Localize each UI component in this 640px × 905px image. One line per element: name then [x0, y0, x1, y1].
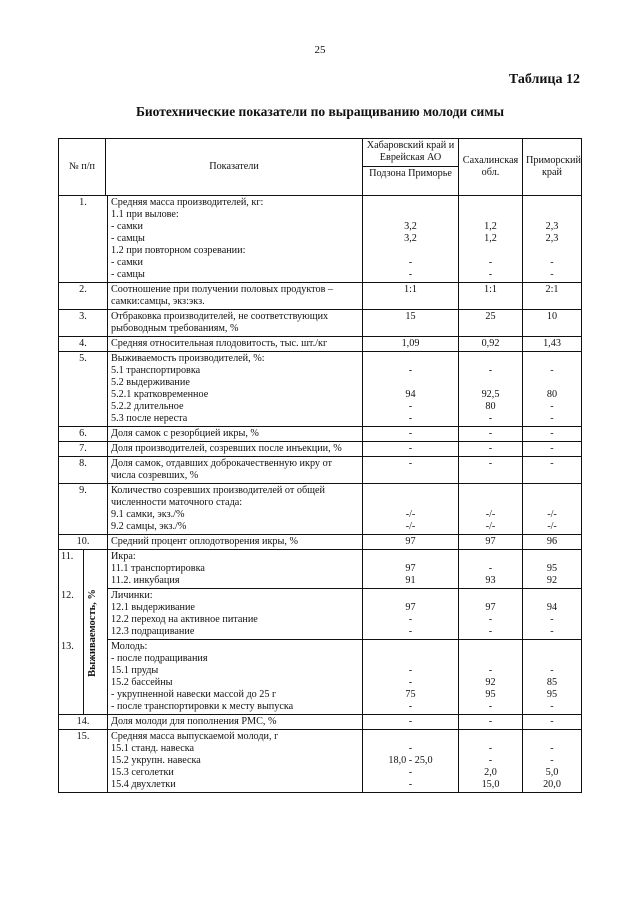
value-sakhalin: - 92,5 80 -: [459, 352, 523, 427]
value-khabarovsk: 1:1: [363, 283, 459, 310]
value-primorye: 2,3 2,3 - -: [523, 196, 582, 283]
indicator-cell: Молодь: - после подращивания 15.1 пруды 15.2 бассейны - укрупненной навески массой до 25 г - после транспортировки к месту выпуска: [108, 640, 363, 715]
row-number: 1.: [59, 196, 108, 283]
value-sakhalin: 1:1: [459, 283, 523, 310]
value-sakhalin: 0,92: [459, 337, 523, 352]
value-khabarovsk: 15: [363, 310, 459, 337]
value-primorye: 10: [523, 310, 582, 337]
row-number: 9.: [59, 484, 108, 535]
indicators-table: [58, 138, 582, 793]
value-sakhalin: - - 2,0 15,0: [459, 730, 523, 793]
value-primorye: 2:1: [523, 283, 582, 310]
value-khabarovsk: -: [363, 427, 459, 442]
indicator-cell: Средний процент оплодотворения икры, %: [108, 535, 363, 550]
value-khabarovsk: -/- -/-: [363, 484, 459, 535]
indicator-cell: Доля молоди для пополнения РМС, %: [108, 715, 363, 730]
value-primorye: 95 92: [523, 550, 582, 589]
value-sakhalin: - 92 95 -: [459, 640, 523, 715]
indicator-cell: Отбраковка производителей, не соответствующих рыбоводным требованиям, %: [108, 310, 363, 337]
value-primorye: 1,43: [523, 337, 582, 352]
value-khabarovsk: 1,09: [363, 337, 459, 352]
table-row: [59, 535, 582, 550]
indicator-cell: Доля самок с резорбцией икры, %: [108, 427, 363, 442]
table-row: [59, 337, 582, 352]
value-primorye: - 85 95 -: [523, 640, 582, 715]
value-khabarovsk: -: [363, 715, 459, 730]
page-number: 25: [314, 44, 326, 56]
value-sakhalin: - 93: [459, 550, 523, 589]
table-row: [59, 196, 582, 283]
header-primorye: Приморский край: [523, 139, 582, 196]
value-khabarovsk: - 94 - -: [363, 352, 459, 427]
indicator-cell: Количество созревших производителей от общей численности маточного стада: 9.1 самки, экз./% 9.2 самцы, экз./%: [108, 484, 363, 535]
table-row: [59, 640, 582, 715]
document-title: Биотехнические показатели по выращиванию молоди симы: [135, 104, 505, 119]
indicator-cell: Доля производителей, созревших после инъекции, %: [108, 442, 363, 457]
table-row: [59, 310, 582, 337]
table-header-row: [59, 139, 582, 196]
value-sakhalin: -/- -/-: [459, 484, 523, 535]
header-sakhalin: Сахалинская обл.: [459, 139, 523, 196]
value-sakhalin: -: [459, 427, 523, 442]
survival-side-label: Выживаемость, %: [87, 588, 98, 677]
value-khabarovsk: 3,2 3,2 - -: [363, 196, 459, 283]
table-row: [59, 457, 582, 484]
value-primorye: -: [523, 442, 582, 457]
table-label: Таблица 12: [508, 72, 580, 87]
indicator-cell: Личинки: 12.1 выдерживание 12.2 переход на активное питание 12.3 подращивание: [108, 589, 363, 640]
indicator-cell: Средняя относительная плодовитость, тыс. шт./кг: [108, 337, 363, 352]
row-number: 4.: [59, 337, 108, 352]
table-row: [59, 442, 582, 457]
row-number: 2.: [59, 283, 108, 310]
value-sakhalin: -: [459, 715, 523, 730]
indicator-cell: Икра: 11.1 транспортировка 11.2. инкубация: [108, 550, 363, 589]
value-primorye: -: [523, 457, 582, 484]
table-row: [59, 427, 582, 442]
header-num: № п/п: [68, 161, 95, 172]
row-number: 5.: [59, 352, 108, 427]
row-number: 10.: [59, 535, 108, 550]
header-indicator: Показатели: [105, 139, 362, 195]
value-sakhalin: 1,2 1,2 - -: [459, 196, 523, 283]
value-primorye: - 80 - -: [523, 352, 582, 427]
value-primorye: -: [523, 427, 582, 442]
value-primorye: -/- -/-: [523, 484, 582, 535]
value-sakhalin: 97 - -: [459, 589, 523, 640]
table-row: [59, 550, 582, 589]
table-row: [59, 283, 582, 310]
indicator-cell: Доля самок, отдавших доброкачественную икру от числа созревших, %: [108, 457, 363, 484]
row-number: 3.: [59, 310, 108, 337]
value-sakhalin: -: [459, 442, 523, 457]
value-primorye: 94 - -: [523, 589, 582, 640]
value-sakhalin: 97: [459, 535, 523, 550]
value-primorye: 96: [523, 535, 582, 550]
row-number: 6.: [59, 427, 108, 442]
table-row: [59, 715, 582, 730]
table-row: [59, 730, 582, 793]
row-number: 14.: [59, 715, 108, 730]
value-primorye: - - 5,0 20,0: [523, 730, 582, 793]
table-row: [59, 352, 582, 427]
indicator-cell: Выживаемость производителей, %: 5.1 транспортировка 5.2 выдерживание 5.2.1 кратковременное 5.2.2 длительное 5.3 после нереста: [108, 352, 363, 427]
row-number: 11. Выживаемость, %: [59, 550, 108, 589]
indicator-cell: Соотношение при получении половых продуктов – самки:самцы, экз:экз.: [108, 283, 363, 310]
row-number: 15.: [59, 730, 108, 793]
indicator-cell: Средняя масса производителей, кг: 1.1 при вылове: - самки - самцы 1.2 при повторном созревании: - самки - самцы: [108, 196, 363, 283]
header-khabarovsk-sub: Подзона Приморье: [363, 166, 458, 180]
value-khabarovsk: - 18,0 - 25,0 - -: [363, 730, 459, 793]
row-number: 7.: [59, 442, 108, 457]
value-khabarovsk: -: [363, 457, 459, 484]
value-khabarovsk: 97 - -: [363, 589, 459, 640]
value-khabarovsk: - - 75 -: [363, 640, 459, 715]
row-number: 13.: [59, 640, 108, 715]
table-row: [59, 484, 582, 535]
row-number: 8.: [59, 457, 108, 484]
value-primorye: -: [523, 715, 582, 730]
value-khabarovsk: 97: [363, 535, 459, 550]
table-row: [59, 589, 582, 640]
value-khabarovsk: -: [363, 442, 459, 457]
value-khabarovsk: 97 91: [363, 550, 459, 589]
indicator-cell: Средняя масса выпускаемой молоди, г 15.1 станд. навеска 15.2 укрупн. навеска 15.3 сеголетки 15.4 двухлетки: [108, 730, 363, 793]
value-sakhalin: 25: [459, 310, 523, 337]
header-khabarovsk: Хабаровский край и Еврейская АО Подзона Приморье: [363, 139, 459, 196]
value-sakhalin: -: [459, 457, 523, 484]
row-number: 12.: [59, 589, 108, 640]
